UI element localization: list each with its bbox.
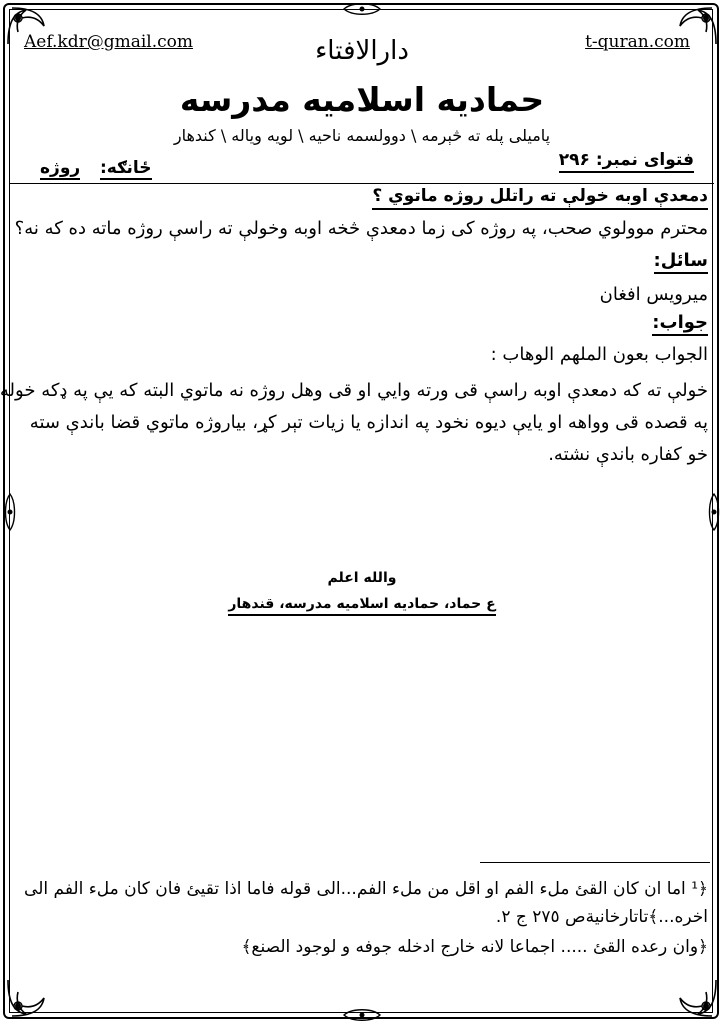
side-ornament-icon bbox=[2, 492, 18, 532]
answer-opening: الجواب بعون الملهم الوهاب : bbox=[490, 344, 708, 365]
website-link[interactable]: t-quran.com bbox=[585, 32, 690, 52]
answer-line: خولې ته که دمعدې اوبه راسې قی ورته وایي او قی وهل روژه نه ماتوي البته که یې په ډکه خوله bbox=[0, 380, 708, 401]
closing-phrase: والله اعلم bbox=[327, 570, 397, 586]
header-divider bbox=[10, 183, 714, 184]
signer-line bbox=[0, 596, 724, 612]
footnote-line: ﴿وان رعده القئ ..... اجماعا لانه خارج ادخله جوفه و لوجود الصنع﴾ bbox=[241, 937, 708, 957]
footnote-line: اخره...﴾تاتارخانیةص ٢٧٥ ج ٢. bbox=[495, 907, 708, 927]
top-ornament-icon bbox=[342, 2, 382, 16]
signer-name: ع حماد، حمادیه اسلامیه مدرسه، قندهار bbox=[228, 596, 495, 616]
answer-label: جواب: bbox=[652, 312, 708, 336]
asker-label: سائل: bbox=[654, 250, 708, 274]
corner-ornament-icon bbox=[676, 976, 720, 1020]
contact-email-link[interactable]: Aef.kdr@gmail.com bbox=[24, 32, 194, 52]
corner-ornament-icon bbox=[4, 976, 48, 1020]
question-heading: دمعدې اوبه خولې ته راتلل روژه ماتوي ؟ bbox=[372, 186, 708, 210]
section-label: ځانګه: bbox=[100, 158, 152, 178]
asker-name: میرویس افغان bbox=[599, 284, 708, 305]
bottom-ornament-icon bbox=[342, 1008, 382, 1022]
footnote-line: ﴿¹ اما ان کان القئ ملء الفم او اقل من ملء الفم...الی قوله فاما اذا تقیئ فان کان ملء الفم الی bbox=[24, 879, 708, 899]
madrasa-title: حمادیه اسلامیه مدرسه bbox=[179, 80, 545, 119]
address-line: پامیلی پله ته څېرمه \ دوولسمه ناحیه \ لویه ویاله \ کندهار bbox=[173, 126, 551, 145]
question-text: محترم موولوي صحب، په روژه کی زما دمعدې څخه اوبه وخولې ته راسې روژه ماته ده که نه؟ bbox=[14, 218, 708, 239]
topic-label: روژه bbox=[40, 158, 81, 178]
institution-title: دارالافتاء bbox=[315, 36, 409, 66]
footnote-divider bbox=[480, 862, 710, 863]
side-ornament-icon bbox=[706, 492, 722, 532]
answer-line: په قصده قی وواهه او یایې دیوه نخود په اندازه یا زیات تېر کړ، بیاروژه ماتوي قضا باندې سته bbox=[29, 412, 708, 433]
answer-line: خو کفاره باندې نشته. bbox=[548, 444, 708, 465]
fatwa-number: فتوای نمبر: ۲۹۶ bbox=[559, 150, 694, 173]
